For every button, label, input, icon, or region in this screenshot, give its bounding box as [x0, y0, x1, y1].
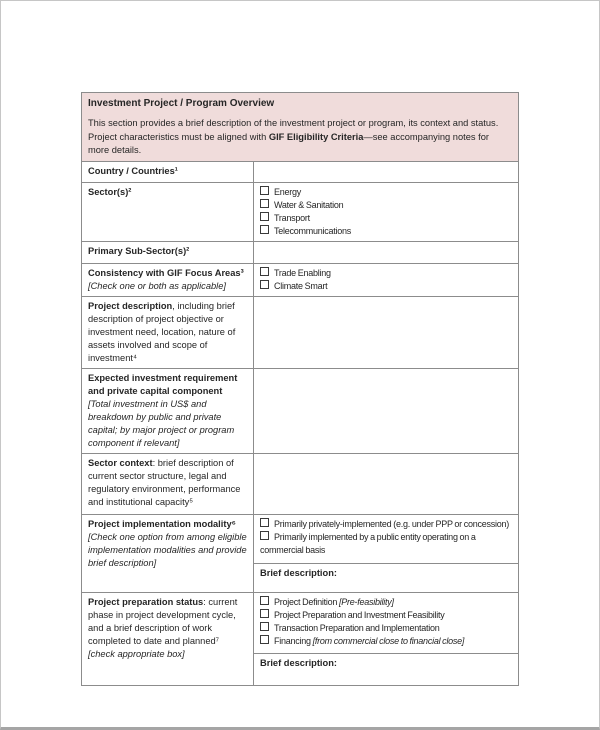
preparation-status-options-cell: [254, 592, 519, 653]
checkbox-option-climate-smart[interactable]: [260, 280, 512, 293]
brief-description-label: Brief description:: [260, 567, 337, 578]
project-description-label: Project description: [88, 300, 173, 311]
checkbox-icon[interactable]: [260, 531, 269, 540]
preparation-status-brief-cell[interactable]: [254, 653, 519, 685]
section-description: [88, 117, 512, 158]
checkbox-icon[interactable]: [260, 212, 269, 221]
implementation-modality-options-cell: [254, 514, 519, 563]
checkbox-icon[interactable]: [260, 609, 269, 618]
checkbox-option-transaction-preparation[interactable]: [260, 622, 512, 635]
section-title: Investment Project / Program Overview: [88, 98, 275, 109]
row-label-focus-areas: [82, 263, 254, 296]
country-label: Country / Countries¹: [88, 165, 178, 176]
option-label: Project Preparation and Investment Feasibility: [274, 609, 445, 620]
checkbox-icon[interactable]: [260, 199, 269, 208]
option-label: Transaction Preparation and Implementation: [274, 622, 440, 633]
primary-subsector-input-cell[interactable]: [254, 241, 519, 263]
investment-requirement-label: Expected investment requirement and private capital component: [88, 372, 238, 396]
option-label: Project Definition: [274, 596, 339, 607]
primary-subsector-label: Primary Sub-Sector(s)²: [88, 245, 190, 256]
row-label-preparation-status: [82, 592, 254, 685]
sectors-label: Sector(s)²: [88, 186, 132, 197]
row-label-investment-requirement: [82, 368, 254, 453]
implementation-modality-brief-cell[interactable]: [254, 563, 519, 592]
checkbox-icon[interactable]: [260, 635, 269, 644]
option-label-italic: [Pre-feasibility]: [338, 596, 394, 607]
sector-context-label: Sector context: [88, 457, 153, 468]
option-label: Telecommunications: [274, 225, 352, 236]
option-label: Energy: [274, 186, 302, 197]
option-label: Primarily privately-implemented (e.g. under PPP or concession): [274, 518, 510, 529]
option-label: Climate Smart: [274, 280, 328, 291]
row-label-project-description: [82, 296, 254, 368]
checkbox-option-project-preparation[interactable]: [260, 609, 512, 622]
row-label-implementation-modality: [82, 514, 254, 592]
focus-areas-label: Consistency with GIF Focus Areas³: [88, 267, 244, 278]
checkbox-icon[interactable]: [260, 267, 269, 276]
investment-overview-table: [81, 92, 519, 686]
row-label-sector-context: [82, 453, 254, 514]
option-label: Water & Sanitation: [274, 199, 344, 210]
section-description-text: This section provides a brief description of the investment project or program, its context and status. Project characteristics must be aligned with: [88, 118, 499, 142]
focus-areas-instruction: [Check one or both as applicable]: [88, 280, 226, 291]
table-header: [82, 93, 519, 162]
checkbox-option-public-entity[interactable]: [260, 531, 512, 557]
investment-requirement-input-cell[interactable]: [254, 368, 519, 453]
sector-context-detail: : brief description of current sector structure, legal and regulatory environment, performance and institutional capacity⁵: [88, 457, 241, 507]
preparation-status-detail: : current phase in project development cycle, and a brief description of work completed to date and planned⁷: [88, 596, 238, 646]
implementation-modality-label: Project implementation modality⁶: [88, 518, 236, 529]
checkbox-option-telecommunications[interactable]: [260, 225, 512, 238]
checkbox-icon[interactable]: [260, 622, 269, 631]
checkbox-option-financing[interactable]: [260, 635, 512, 648]
investment-requirement-instruction: [Total investment in US$ and breakdown by public and private capital; by major project or program component if relevant]: [88, 398, 235, 448]
option-label: Primarily implemented by a public entity operating on a commercial basis: [260, 531, 476, 555]
checkbox-option-energy[interactable]: [260, 186, 512, 199]
option-label-italic: [from commercial close to financial close]: [312, 635, 465, 646]
sectors-options-cell: [254, 182, 519, 241]
checkbox-icon[interactable]: [260, 280, 269, 289]
brief-description-label: Brief description:: [260, 657, 337, 668]
option-label: Trade Enabling: [274, 267, 331, 278]
row-label-sectors: [82, 182, 254, 241]
checkbox-option-privately-implemented[interactable]: [260, 518, 512, 531]
checkbox-icon[interactable]: [260, 518, 269, 527]
row-label-country: [82, 161, 254, 182]
focus-areas-options-cell: [254, 263, 519, 296]
checkbox-option-water-sanitation[interactable]: [260, 199, 512, 212]
eligibility-criteria-emphasis: GIF Eligibility Criteria: [268, 131, 364, 142]
checkbox-option-transport[interactable]: [260, 212, 512, 225]
project-description-detail: , including brief description of project objective or investment need, location, nature of assets involved and scope of investment⁴: [88, 300, 236, 363]
section-description-tail: —see accompanying notes for more details.: [88, 131, 489, 155]
country-input-cell[interactable]: [254, 161, 519, 182]
checkbox-option-project-definition[interactable]: [260, 596, 512, 609]
sector-context-input-cell[interactable]: [254, 453, 519, 514]
project-description-input-cell[interactable]: [254, 296, 519, 368]
row-label-primary-subsector: [82, 241, 254, 263]
checkbox-icon[interactable]: [260, 186, 269, 195]
preparation-status-instruction: [check appropriate box]: [88, 648, 185, 659]
checkbox-option-trade-enabling[interactable]: [260, 267, 512, 280]
option-label: Financing: [274, 635, 313, 646]
preparation-status-label: Project preparation status: [88, 596, 204, 607]
checkbox-icon[interactable]: [260, 596, 269, 605]
implementation-modality-instruction: [Check one option from among eligible implementation modalities and provide brief description]: [88, 531, 247, 568]
checkbox-icon[interactable]: [260, 225, 269, 234]
option-label: Transport: [274, 212, 310, 223]
